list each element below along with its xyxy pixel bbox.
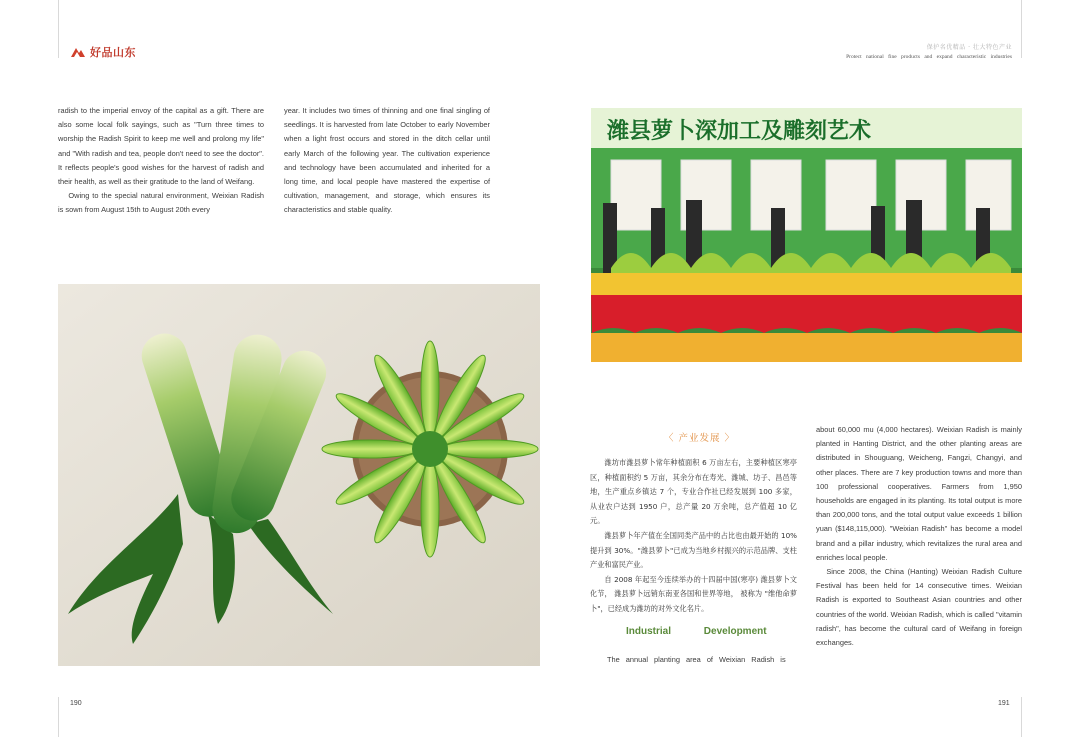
logo-icon bbox=[70, 46, 86, 58]
slogan-cn: 保护名优精品 · 壮大特色产业 bbox=[926, 44, 1012, 51]
cn-text-column bbox=[590, 456, 797, 617]
slogan-en: Protect national fine products and expand characteristic industries bbox=[846, 54, 1012, 60]
right-top-margin-line bbox=[1021, 0, 1022, 58]
header-logo bbox=[70, 44, 136, 60]
right-bottom-margin-line bbox=[1021, 697, 1022, 737]
paragraph: about 60,000 mu (4,000 hectares). Weixian Radish is mainly planted in Hanting District, and the other planting areas are distributed in Shouguang, Weicheng, Fangzi, Changyi, and other places. There are 7 key production towns and more than 100 professional cooperatives. Farmers from 1,950 households are engaged in its planting. Its total output is more than 200,000 tons, and the total output value exceeds 1 billion yuan ($148,115,000). "Weixian Radish" has become a model brand and a pillar industry, which revitalizes the rural area and enriches local people. bbox=[816, 425, 1022, 562]
paragraph: year. It includes two times of thinning and one final singling of seedlings. It is harvested from late October to early November when a light frost occurs and stored in the ditch cellar until early March of the following year. The cultivation experience and technology have been accumulated and inherited for a long time, and local people have mastered the expertise of cultivation, management, and storage, which ensures its characteristics and stable quality. bbox=[284, 106, 490, 215]
paragraph: 潍县萝卜年产值在全国同类产品中的占比也由最开始的 10% 提升到 30%。"潍县萝卜"已成为当地乡村振兴的示范品牌、支柱产业和富民产业。 bbox=[590, 530, 797, 570]
paragraph: 潍坊市潍县萝卜常年种植面积 6 万亩左右，主要种植区寒亭区，种植面积约 5 万亩，其余分布在寿光、潍城、坊子、昌邑等地，生产重点乡镇达 7 个，专业合作社已经发展到 100 多家，从业农户达到 1950 户，总产量 20 万余吨，总产值超 10 亿元。 bbox=[590, 458, 797, 526]
left-bottom-margin-line bbox=[58, 697, 59, 737]
page-number-left: 190 bbox=[70, 700, 82, 707]
banner-text: 潍县萝卜深加工及雕刻艺术 bbox=[607, 119, 872, 144]
radish-photo bbox=[58, 284, 540, 666]
right-text-column bbox=[816, 423, 1022, 650]
left-text-column-2 bbox=[284, 104, 490, 218]
paragraph: 自 2008 年起至今连续举办的十四届中国(寒亭) 潍县萝卜文化节， 潍县萝卜远销东南亚各国和世界等地， 被称为 "维他命萝卜"，已经成为潍坊的对外文化名片。 bbox=[590, 574, 797, 613]
header-slogan bbox=[846, 42, 1012, 60]
page-number-right: 191 bbox=[998, 700, 1010, 707]
section-title-cn: 〈 产业发展 〉 bbox=[664, 433, 736, 444]
paragraph: Since 2008, the China (Hanting) Weixian Radish Culture Festival has been held for 14 consecutive times. Weixian Radish is exported to Southeast Asian countries and other countries of the world. Weixian Radish, which is called "vitamin radish", has become the cultural card of Weifang in foreign exchanges. bbox=[816, 567, 1022, 648]
left-text-column-1 bbox=[58, 104, 264, 218]
en-col-start: The annual planting area of Weixian Radish is bbox=[607, 655, 786, 664]
exhibition-photo bbox=[591, 108, 1022, 362]
logo-text: 好品山东 bbox=[90, 46, 136, 59]
paragraph: radish to the imperial envoy of the capital as a gift. There are also some local folk sayings, such as "Turn three times to worship the Radish Spirit to keep me well and prolong my life" and "With radish and tea, people don't need to see the doctor". It reflects people's good wishes for the harvest of radish and their health, as well as their gratitude to the land of Weifang. bbox=[58, 106, 264, 187]
section-title-en: Industrial Development bbox=[626, 626, 767, 637]
paragraph: Owing to the special natural environment, Weixian Radish is sown from August 15th to August 20th every bbox=[58, 191, 264, 215]
left-top-margin-line bbox=[58, 0, 59, 58]
